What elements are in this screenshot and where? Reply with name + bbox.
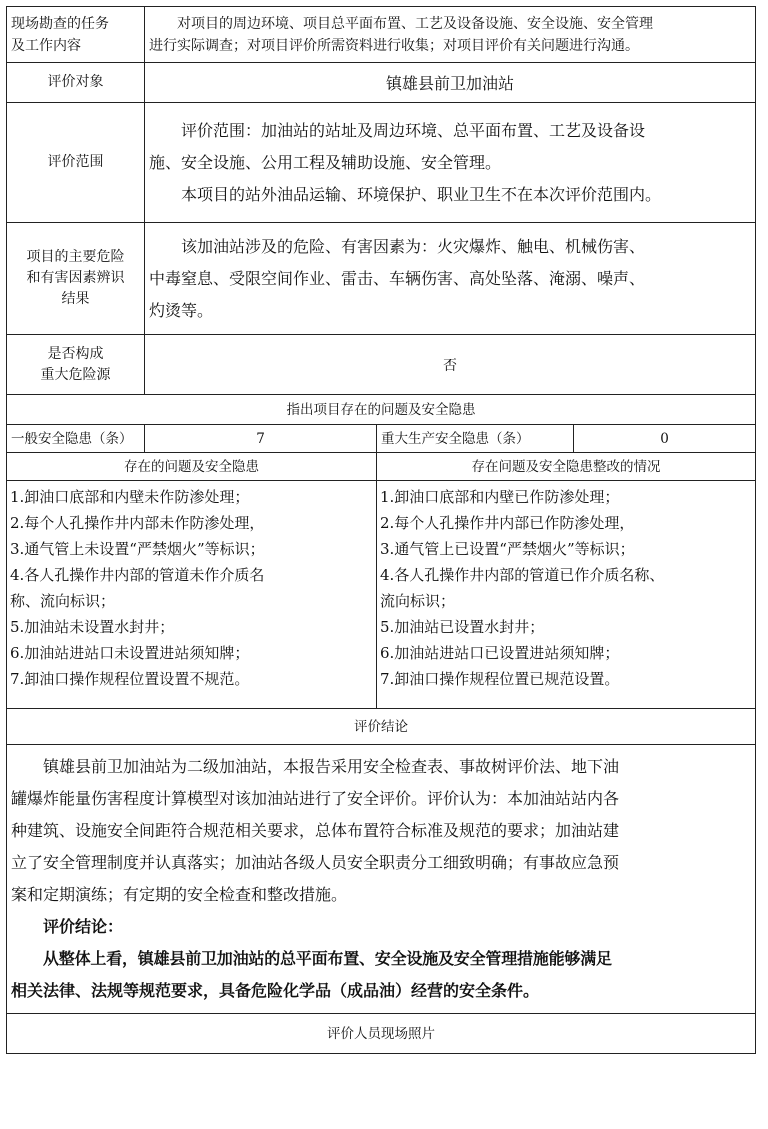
hazards-label-line-3: 结果: [61, 291, 90, 307]
object-value: 镇雄县前卫加油站: [145, 63, 756, 103]
general-hazard-count: 7: [145, 425, 377, 453]
scope-row: [7, 103, 756, 223]
hazards-row: [7, 223, 756, 335]
existing-issue-item: 1.卸油口底部和内壁未作防渗处理；: [10, 488, 250, 506]
conclusion-bold-line-1: 从整体上看，镇雄县前卫加油站的总平面布置、安全设施及安全管理措施能够满足: [43, 949, 612, 968]
hazards-line-2: 中毒窒息、受限空间作业、雷击、车辆伤害、高处坠落、淹溺、噪声、: [149, 268, 646, 288]
rectification-header: 存在问题及安全隐患整改的情况: [377, 453, 756, 481]
existing-issue-item: 6.加油站进站口未设置进站须知牌；: [10, 644, 250, 662]
existing-issues-list: [7, 484, 376, 692]
task-label-cell: [7, 7, 145, 63]
general-hazard-label: 一般安全隐患（条）: [7, 425, 145, 453]
rectification-item: 流向标识；: [380, 592, 456, 610]
hazards-line-1: 该加油站涉及的危险、有害因素为：火灾爆炸、触电、机械伤害、: [181, 236, 646, 256]
hazards-label-line-1: 项目的主要危险: [26, 249, 125, 265]
conclusion-title-row: [7, 709, 756, 745]
evaluation-report-sheet: [6, 6, 755, 1054]
task-row: [7, 7, 756, 63]
conclusion-line-2: 罐爆炸能量伤害程度计算模型对该加油站进行了安全评价。评价认为：本加油站站内各: [11, 789, 620, 808]
photos-title: 评价人员现场照片: [7, 1014, 756, 1054]
existing-issue-item: 4.各人孔操作井内部的管道未作介质名: [10, 566, 265, 584]
major-hazard-value: 否: [145, 335, 756, 395]
report-table: [6, 6, 756, 1054]
task-label-line-2: 及工作内容: [11, 37, 81, 54]
rectification-item: 7.卸油口操作规程位置已规范设置。: [380, 670, 620, 688]
conclusion-subtitle: 评价结论：: [43, 917, 124, 936]
scope-para-1-line-1: 评价范围：加油站的站址及周边环境、总平面布置、工艺及设备设: [181, 120, 646, 140]
existing-issue-item: 3.通气管上未设置“严禁烟火”等标识；: [10, 540, 265, 558]
existing-issue-item: 2.每个人孔操作井内部未作防渗处理，: [10, 514, 265, 532]
scope-label: 评价范围: [7, 103, 145, 223]
major-hazard-label-cell: [7, 335, 145, 395]
major-hazard-label-line-2: 重大危险源: [40, 366, 111, 383]
task-content-line-1: 对项目的周边环境、项目总平面布置、工艺及设备设施、安全设施、安全管理: [177, 15, 653, 32]
hazards-content-cell: [145, 223, 756, 335]
rectification-item: 3.通气管上已设置“严禁烟火”等标识；: [380, 540, 635, 558]
major-hazard-label-line-1: 是否构成: [47, 345, 104, 362]
conclusion-line-4: 立了安全管理制度并认真落实；加油站各级人员安全职责分工细致明确；有事故应急预: [11, 853, 620, 872]
task-label-line-1: 现场勘查的任务: [11, 15, 109, 32]
scope-content-cell: [145, 103, 756, 223]
existing-issues-header: 存在的问题及安全隐患: [7, 453, 377, 481]
conclusion-line-5: 案和定期演练；有定期的安全检查和整改措施。: [11, 885, 348, 904]
object-row: [7, 63, 756, 103]
existing-issue-item: 7.卸油口操作规程位置设置不规范。: [10, 670, 250, 688]
issues-title-row: [7, 395, 756, 425]
rectification-cell: [377, 481, 756, 709]
scope-para-2: 本项目的站外油品运输、环境保护、职业卫生不在本次评价范围内。: [181, 184, 662, 204]
rectification-item: 6.加油站进站口已设置进站须知牌；: [380, 644, 620, 662]
hazards-label-cell: [7, 223, 145, 335]
rectification-item: 4.各人孔操作井内部的管道已作介质名称、: [380, 566, 665, 584]
rectification-item: 1.卸油口底部和内壁已作防渗处理；: [380, 488, 620, 506]
major-hazard-count-label: 重大生产安全隐患（条）: [377, 425, 574, 453]
existing-issues-cell: [7, 481, 377, 709]
photos-title-row: [7, 1014, 756, 1054]
major-hazard-row: [7, 335, 756, 395]
counts-row: [7, 425, 756, 453]
existing-issue-item: 称、流向标识；: [10, 592, 116, 610]
major-hazard-count: 0: [574, 425, 756, 453]
conclusion-line-1: 镇雄县前卫加油站为二级加油站，本报告采用安全检查表、事故树评价法、地下油: [43, 757, 620, 776]
rectification-item: 5.加油站已设置水封井；: [380, 618, 545, 636]
rectification-list: [377, 484, 755, 692]
scope-para-1-line-2: 施、安全设施、公用工程及辅助设施、安全管理。: [149, 152, 502, 172]
task-content-cell: [145, 7, 756, 63]
object-label: 评价对象: [7, 63, 145, 103]
conclusion-body-row: [7, 745, 756, 1014]
issues-header-row: [7, 453, 756, 481]
conclusion-bold-line-2: 相关法律、法规等规范要求，具备危险化学品（成品油）经营的安全条件。: [11, 981, 540, 1000]
conclusion-line-3: 种建筑、设施安全间距符合规范相关要求，总体布置符合标准及规范的要求；加油站建: [11, 821, 620, 840]
issues-lists-row: [7, 481, 756, 709]
hazards-line-3: 灼烫等。: [149, 300, 214, 320]
conclusion-title: 评价结论: [7, 709, 756, 745]
existing-issue-item: 5.加油站未设置水封井；: [10, 618, 175, 636]
hazards-label-line-2: 和有害因素辨识: [26, 270, 125, 286]
issues-title: 指出项目存在的问题及安全隐患: [7, 395, 756, 425]
rectification-item: 2.每个人孔操作井内部已作防渗处理，: [380, 514, 635, 532]
conclusion-body-cell: [7, 745, 756, 1014]
task-content-line-2: 进行实际调查；对项目评价所需资料进行收集；对项目评价有关问题进行沟通。: [149, 37, 639, 54]
